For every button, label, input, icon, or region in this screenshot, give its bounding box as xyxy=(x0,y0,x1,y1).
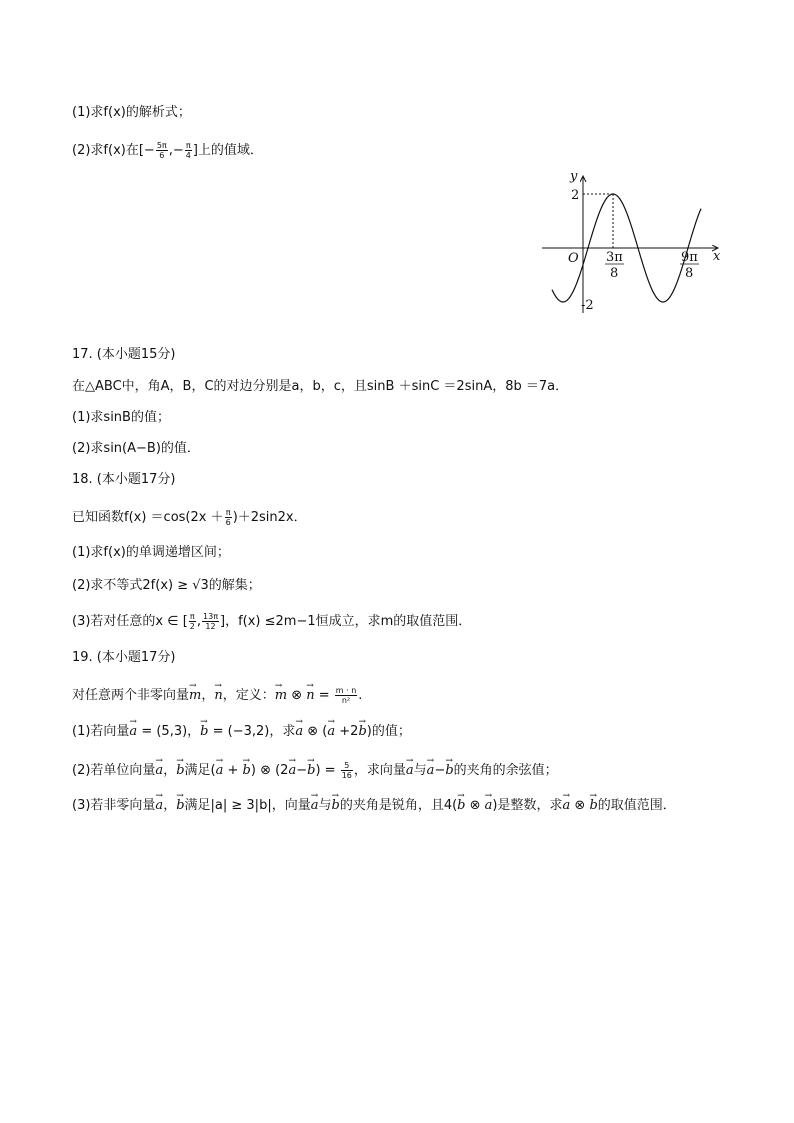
tick2-num: 9π xyxy=(681,250,698,265)
y-min-label: -2 xyxy=(581,298,594,313)
x-axis-label: x xyxy=(713,249,721,264)
q19-part1: (1)若向量→ a = (5,3)，→ b = (−3,2)，求→ a ⊗ (→ a +2→ b)的值； xyxy=(72,719,411,742)
y-axis-label: y xyxy=(570,169,578,184)
q19-part3: (3)若非零向量→ a，→ b满足|a| ≥ 3|b|，向量→ a与→ b的夹角是锐角，且4(→ b ⊗ → a)是整数，求→ a ⊗ → b的取值范围． xyxy=(72,793,676,816)
q17-part1: (1)求sinB的值； xyxy=(72,410,170,425)
q18-part3: (3)若对任意的x ∈ [ $\frac{\pi}{2}$ , $\frac{13\pi}{12}$ ]，f(x) ≤2m−1恒成立，求m的取值范围． xyxy=(72,612,472,631)
q19-5-over-16: $\frac{5}{16}$ xyxy=(341,761,352,780)
q18-pi-over-6: $\frac{\pi}{6}$ xyxy=(225,508,231,527)
origin-label: O xyxy=(568,251,579,266)
q18-13pi-over-12: $\frac{13\pi}{12}$ xyxy=(203,612,219,631)
q16-part2-suffix: ]上的值域． xyxy=(192,143,263,158)
tick1-num: 3π xyxy=(606,250,623,265)
q19-header: 19. (本小题17分) xyxy=(72,650,176,665)
q19-part2: (2)若单位向量→ a，→ b满足(→ a + → b) ⊗ (2→ a−→ b) = $\frac{5}{16}$ ，求向量→ a与→ a−→ b的夹角的余弦值； xyxy=(72,758,558,781)
q16-part1: (1)求f(x)的解析式； xyxy=(72,105,191,120)
tick2-den: 8 xyxy=(685,266,694,281)
q18-stem: 已知函数f(x) ＝cos(2x ＋ $\frac{\pi}{6}$ )＋2sin2x． xyxy=(72,508,307,527)
q17-part2: (2)求sin(A−B)的值． xyxy=(72,441,200,456)
y-max-label: 2 xyxy=(571,188,580,203)
q19-definition-fraction: $\frac{m \cdot n}{\text{n²}}$ xyxy=(335,686,357,705)
q19-stem: 对任意两个非零向量→ m，→ n，定义：→ m ⊗ → n = $\frac{m \cdot n}{\text{n²}}$ . xyxy=(72,683,362,706)
interval-right-fraction: $\frac{\pi}{4}$ xyxy=(185,141,191,160)
q16-part2: (2)求f(x)在[− $\frac{5\pi}{6}$ ,− $\frac{\pi}{4}$ ]上的值域． xyxy=(72,141,263,160)
q18-header: 18. (本小题17分) xyxy=(72,472,176,487)
q17-header: 17. (本小题15分) xyxy=(72,347,176,362)
q18-part2: (2)求不等式2f(x) ≥ √3的解集； xyxy=(72,578,261,593)
tick1-den: 8 xyxy=(610,266,619,281)
interval-left-fraction: $\frac{5\pi}{6}$ xyxy=(156,141,167,160)
q18-part1: (1)求f(x)的单调递增区间； xyxy=(72,545,230,560)
q17-stem: 在△ABC中，角A，B，C的对边分别是a，b，c，且sinB ＋sinC ＝2sinA，8b ＝7a． xyxy=(72,379,569,394)
sine-graph xyxy=(540,168,730,318)
q16-part2-prefix: (2)求f(x)在[ xyxy=(72,143,144,158)
q18-pi-over-2: $\frac{\pi}{2}$ xyxy=(189,612,195,631)
